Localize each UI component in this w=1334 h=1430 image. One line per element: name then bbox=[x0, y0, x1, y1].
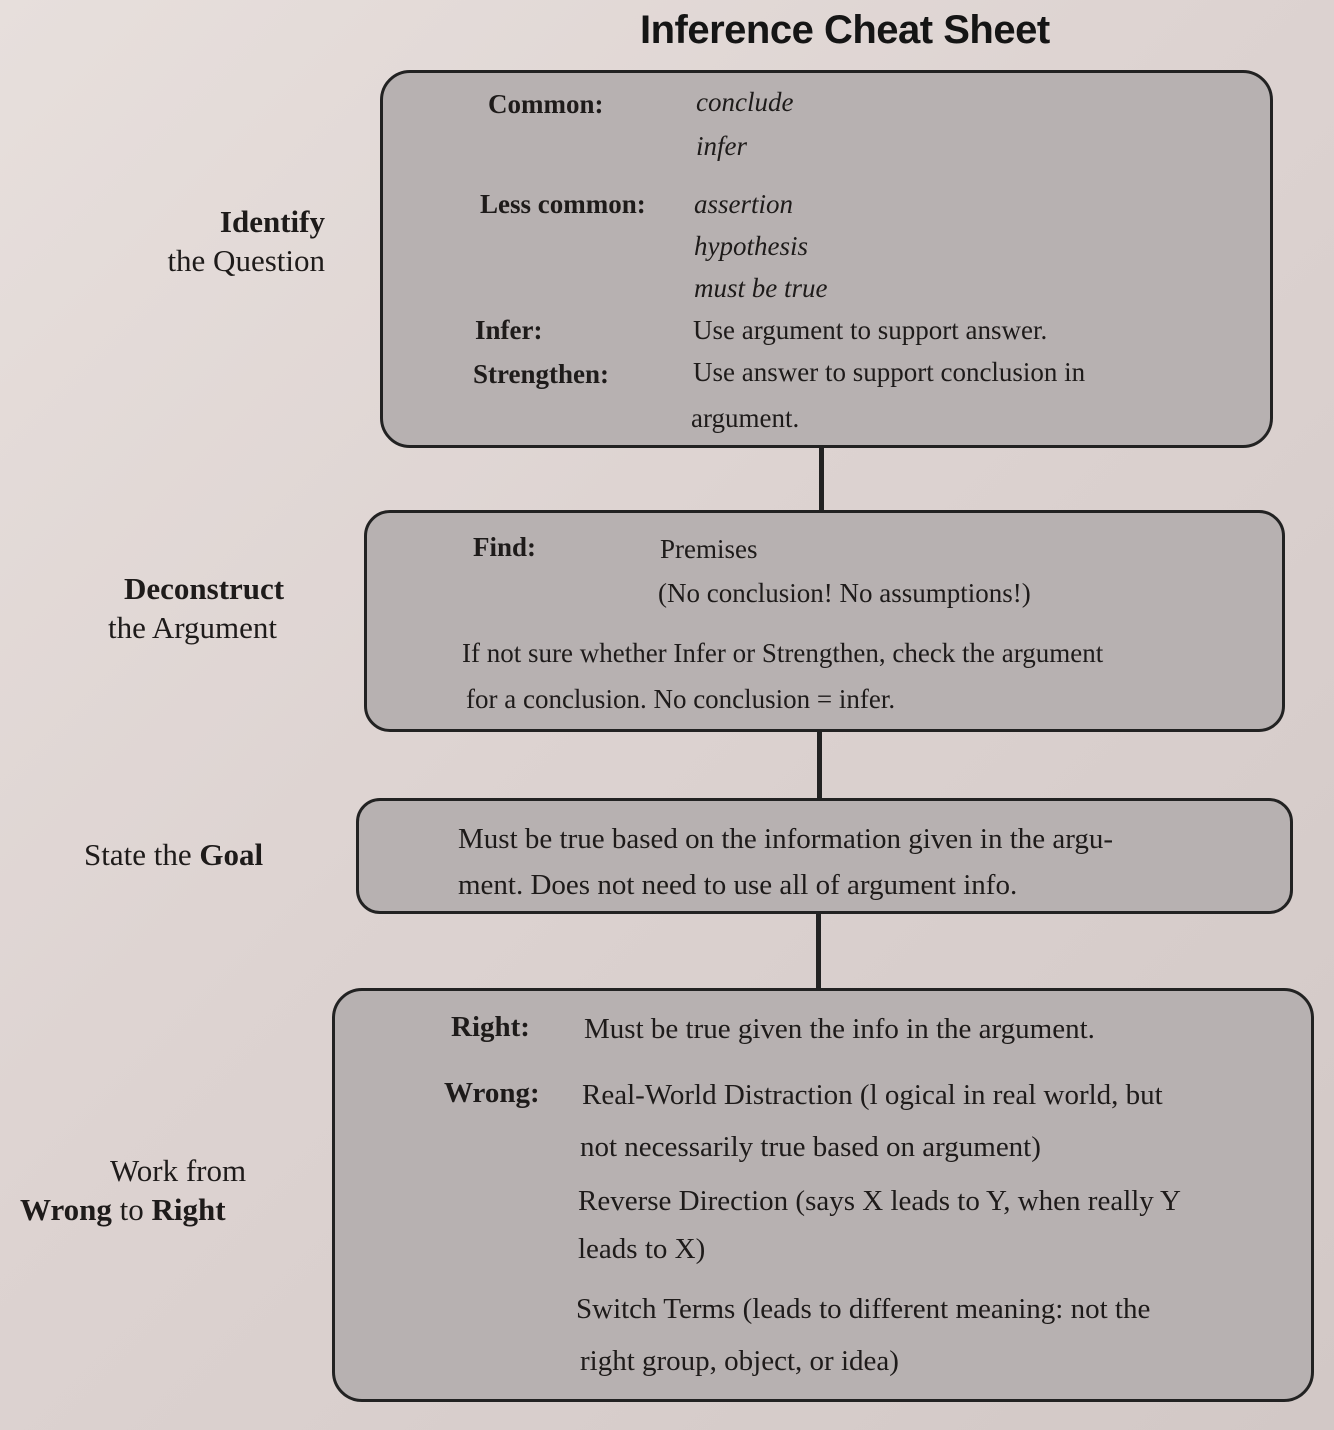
step-identify-label bbox=[120, 203, 325, 281]
step-identify-line2: the Question bbox=[167, 242, 325, 278]
less-common-term-3: must be true bbox=[694, 273, 828, 303]
right-text: Must be true given the info in the argument. bbox=[584, 1013, 1095, 1045]
less-common-term-1: assertion bbox=[694, 189, 794, 219]
step-goal-prefix: State the bbox=[84, 837, 200, 872]
common-label: Common: bbox=[488, 89, 604, 119]
less-common-term-2: hypothesis bbox=[694, 231, 808, 261]
find-label: Find: bbox=[473, 532, 537, 562]
identify-box bbox=[380, 70, 1273, 448]
infer-label: Infer: bbox=[475, 315, 543, 345]
step-identify-line1: Identify bbox=[219, 204, 325, 239]
step-deconstruct-line2: the Argument bbox=[108, 609, 278, 645]
connector-2 bbox=[817, 726, 822, 802]
step-goal-label bbox=[84, 836, 263, 875]
step-work-to: to bbox=[111, 1191, 152, 1227]
strengthen-text-1: Use answer to support conclusion in bbox=[693, 357, 1086, 387]
connector-1 bbox=[819, 444, 824, 514]
goal-text-2: ment. Does not need to use all of argument info. bbox=[458, 869, 1018, 901]
deconstruct-note-1: If not sure whether Infer or Strengthen, check the argument bbox=[462, 638, 1104, 668]
strengthen-text-2: argument. bbox=[691, 403, 800, 433]
step-deconstruct-label bbox=[108, 570, 328, 648]
deconstruct-note-2: for a conclusion. No conclusion = infer. bbox=[466, 684, 896, 714]
find-text-2: (No conclusion! No assumptions!) bbox=[658, 578, 1031, 608]
right-label: Right: bbox=[451, 1011, 530, 1043]
step-work-right: Right bbox=[151, 1191, 226, 1227]
find-text-1: Premises bbox=[660, 534, 758, 564]
step-work-label bbox=[20, 1152, 270, 1230]
common-term-2: infer bbox=[696, 131, 747, 161]
page-title: Inference Cheat Sheet bbox=[640, 8, 1050, 52]
step-work-line1: Work from bbox=[110, 1153, 247, 1188]
less-common-label: Less common: bbox=[480, 189, 646, 219]
common-term-1: conclude bbox=[696, 87, 794, 117]
wrong-item-1-line1: Real-World Distraction (l ogical in real world, but bbox=[582, 1079, 1163, 1111]
strengthen-label: Strengthen: bbox=[473, 359, 610, 389]
step-work-wrong: Wrong bbox=[20, 1191, 112, 1227]
wrong-item-2-line1: Reverse Direction (says X leads to Y, when really Y bbox=[578, 1185, 1181, 1217]
wrong-item-2-line2: leads to X) bbox=[578, 1233, 706, 1265]
infer-text: Use argument to support answer. bbox=[693, 315, 1048, 345]
step-deconstruct-line1: Deconstruct bbox=[124, 571, 285, 606]
step-goal-bold: Goal bbox=[199, 837, 264, 872]
wrong-item-3-line1: Switch Terms (leads to different meaning: not the bbox=[576, 1293, 1151, 1325]
wrong-label: Wrong: bbox=[444, 1077, 540, 1109]
wrong-item-1-line2: not necessarily true based on argument) bbox=[580, 1131, 1041, 1163]
wrong-item-3-line2: right group, object, or idea) bbox=[580, 1345, 899, 1377]
goal-text-1: Must be true based on the information given in the argu- bbox=[458, 823, 1114, 855]
connector-3 bbox=[816, 908, 821, 994]
